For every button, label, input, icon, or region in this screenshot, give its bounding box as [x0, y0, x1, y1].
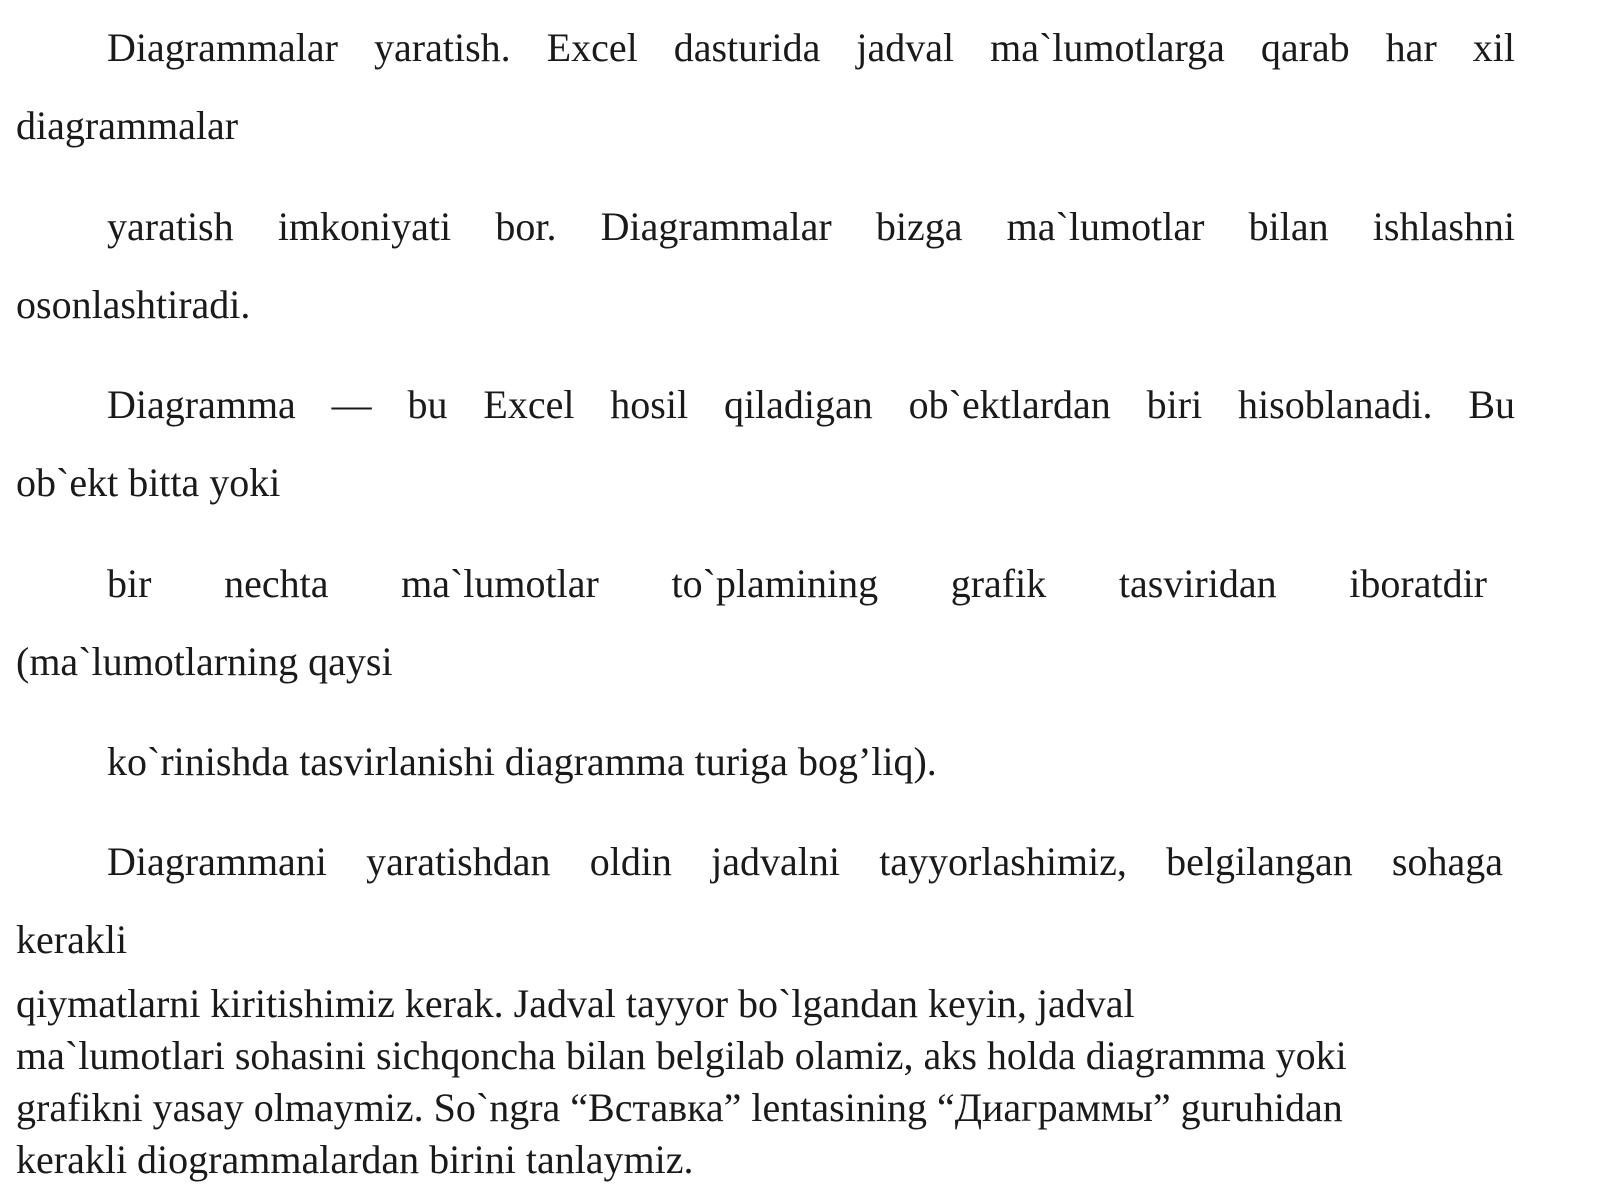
- paragraph-2-line-2: osonlashtiradi.: [16, 282, 251, 327]
- paragraph-7-line-2: ma`lumotlari sohasini sichqoncha bilan belgilab olamiz, aks holda diagramma yoki: [16, 1033, 1347, 1078]
- paragraph-6-line-1: Diagrammani yaratishdan oldin jadvalni tayyorlashimiz, belgilangan sohaga: [107, 839, 1503, 884]
- paragraph-4-line-2: (ma`lumotlarning qaysi: [16, 639, 393, 684]
- paragraph-3-line-1: Diagramma — bu Excel hosil qiladigan ob`ektlardan biri hisoblanadi. Bu: [107, 382, 1515, 427]
- paragraph-7-line-3: grafikni yasay olmaymiz. So`ngra “Вставка” lentasining “Диаграммы” guruhidan: [16, 1085, 1343, 1130]
- paragraph-5-line-1: ko`rinishda tasvirlanishi diagramma turiga bog’liq).: [107, 739, 937, 784]
- paragraph-7-line-1: qiymatlarni kiritishimiz kerak. Jadval tayyor bo`lgandan keyin, jadval: [16, 981, 1135, 1026]
- paragraph-7-line-4: kerakli diogrammalardan birini tanlaymiz.: [16, 1137, 694, 1182]
- paragraph-2-line-1: yaratish imkoniyati bor. Diagrammalar bizga ma`lumotlar bilan ishlashni: [107, 204, 1515, 249]
- paragraph-1-line-2: diagrammalar: [16, 103, 239, 148]
- paragraph-6-line-2: kerakli: [16, 917, 128, 962]
- paragraph-1-line-1: Diagrammalar yaratish. Excel dasturida jadval ma`lumotlarga qarab har xil: [107, 25, 1515, 70]
- paragraph-4-line-1: bir nechta ma`lumotlar to`plamining grafik tasviridan iboratdir: [107, 561, 1487, 606]
- paragraph-3-line-2: ob`ekt bitta yoki: [16, 460, 281, 505]
